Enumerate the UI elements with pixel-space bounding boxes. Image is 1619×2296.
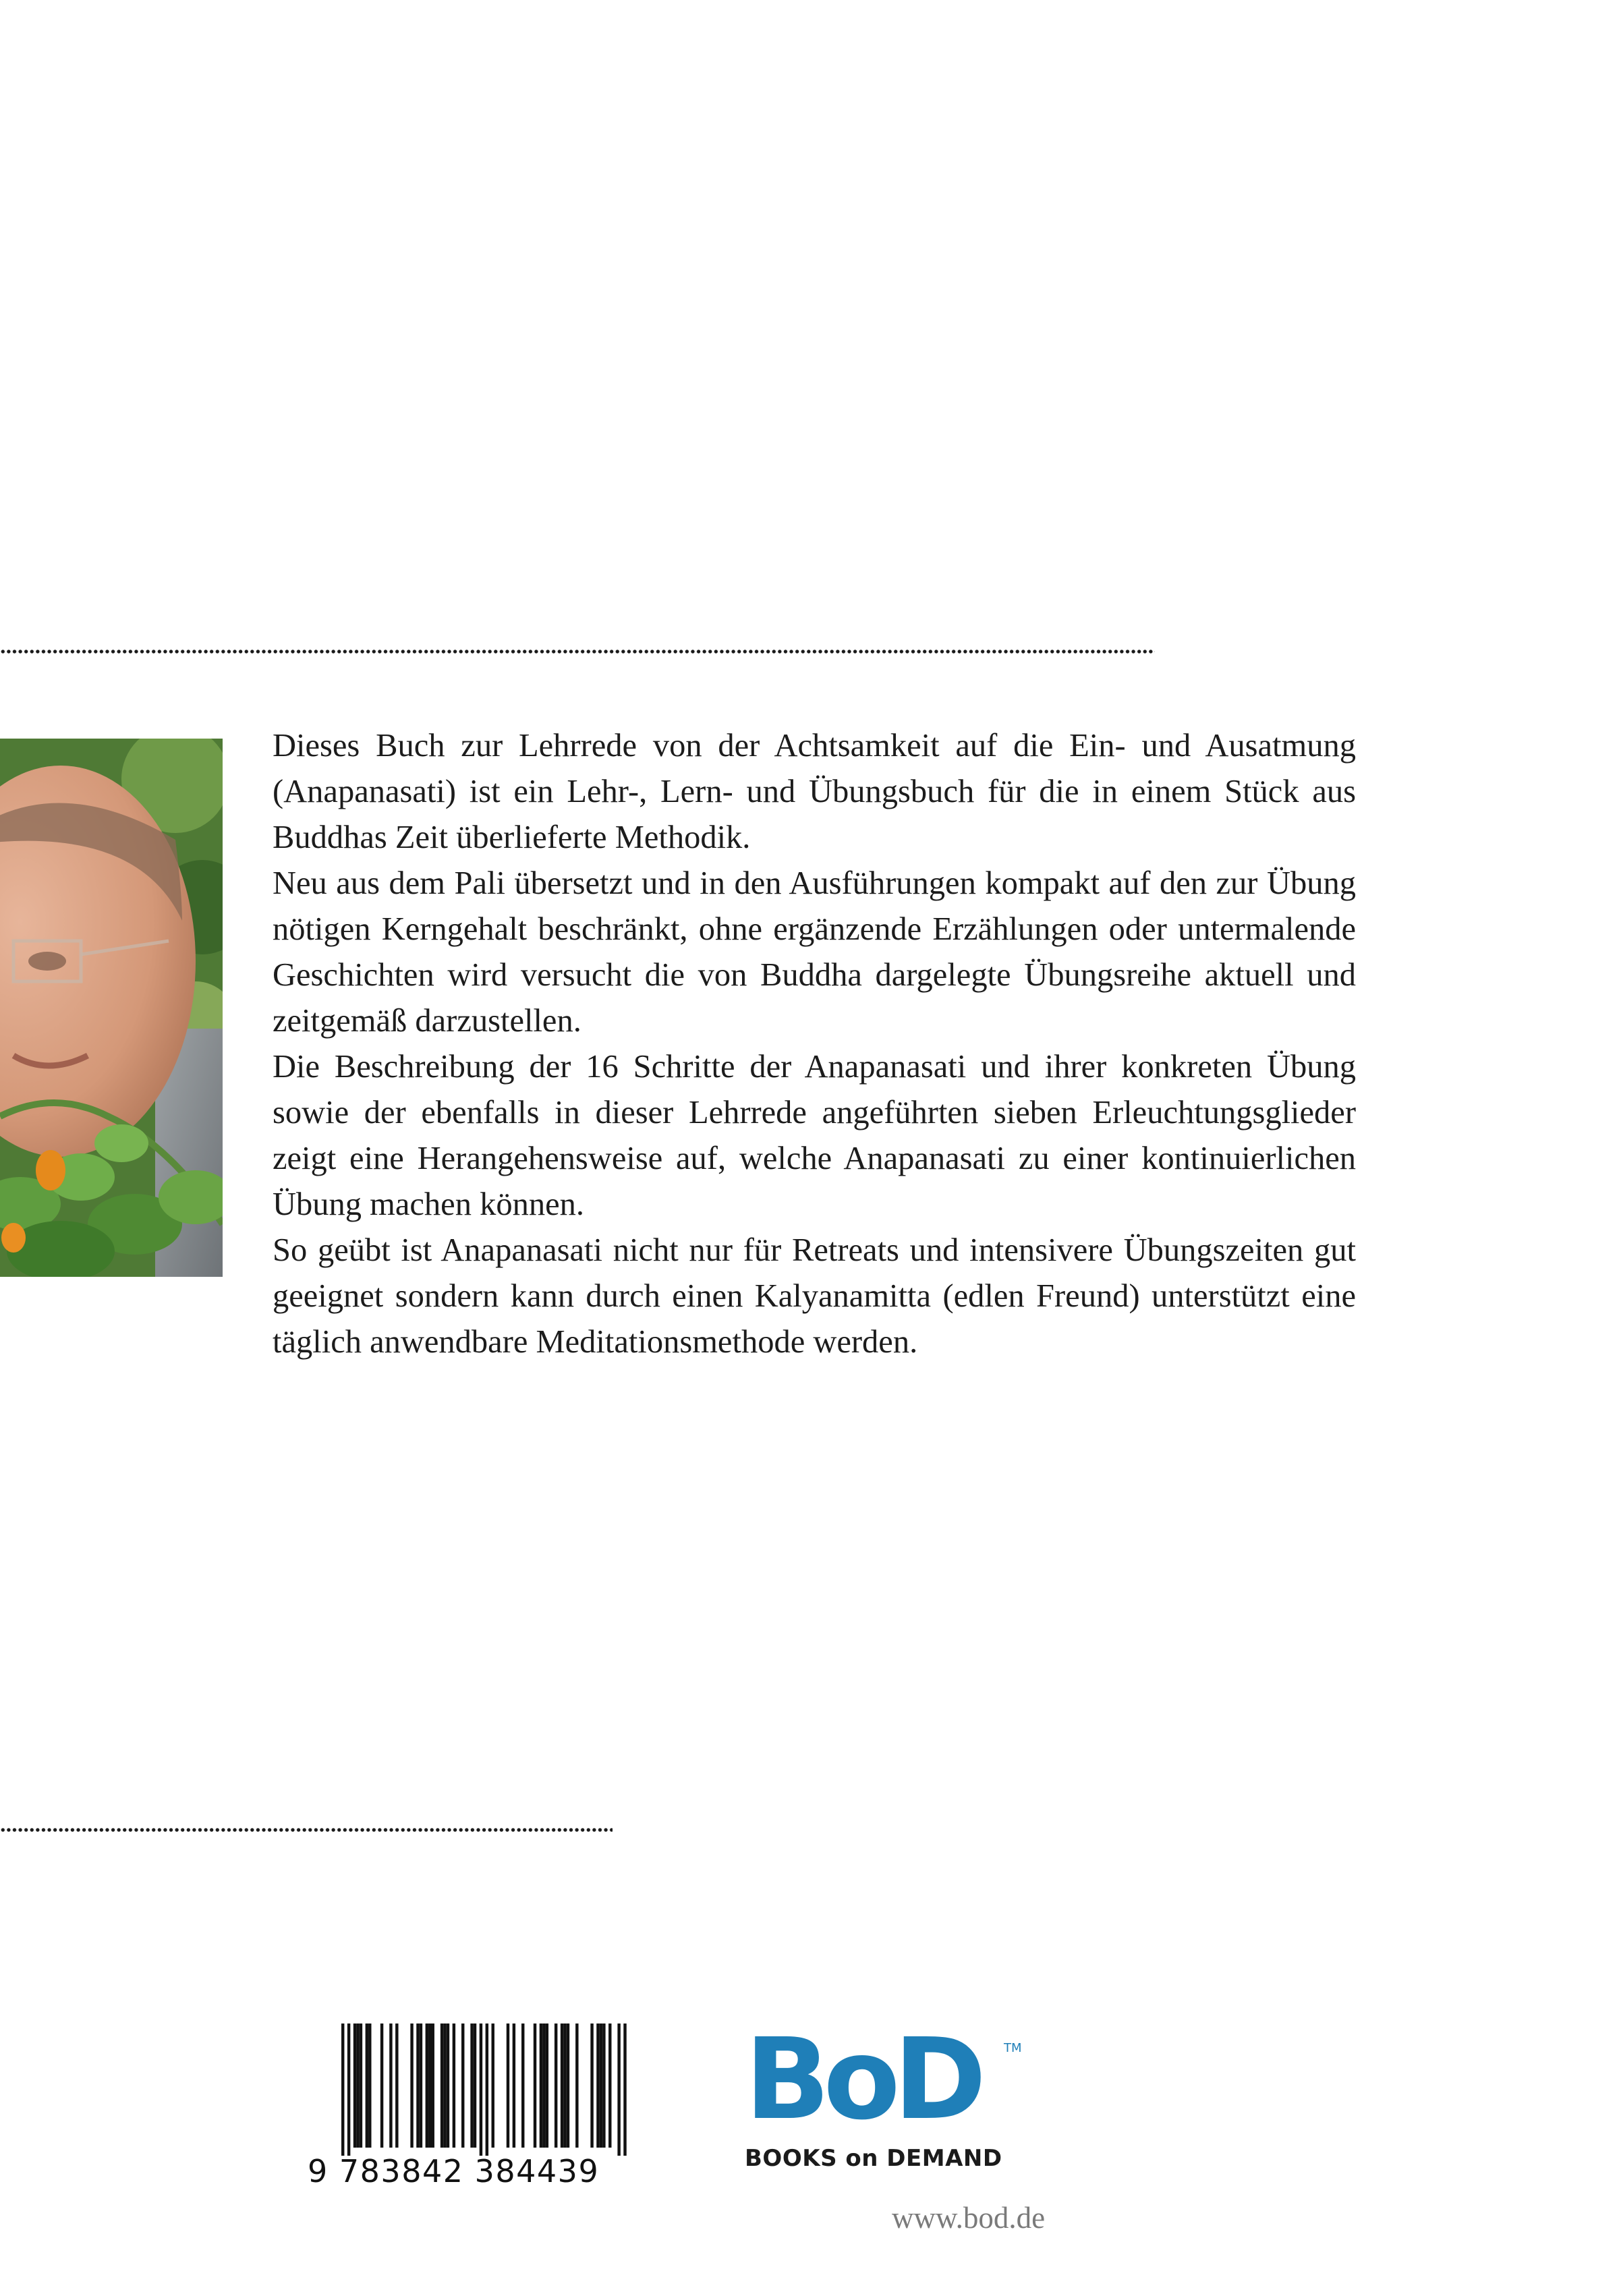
barcode-bar <box>575 2024 578 2148</box>
barcode-bar <box>443 2024 446 2148</box>
barcode-bar <box>416 2024 419 2148</box>
barcode-bar <box>542 2024 545 2148</box>
barcode-bar <box>567 2024 569 2148</box>
back-cover-blurb <box>273 723 1356 1365</box>
barcode-bar <box>534 2024 536 2148</box>
barcode-bar <box>453 2024 455 2148</box>
barcode-bar <box>623 2024 626 2156</box>
barcode-bar <box>341 2024 344 2156</box>
barcode-bar <box>410 2024 413 2148</box>
barcode-bar <box>461 2024 464 2148</box>
barcode-bar <box>561 2024 563 2148</box>
barcode-bar <box>617 2024 620 2156</box>
dotted-divider-bottom <box>0 1828 613 1832</box>
barcode-bar <box>353 2024 356 2148</box>
barcode-bar <box>563 2024 566 2148</box>
barcode-bar <box>426 2024 428 2148</box>
author-photo <box>0 739 223 1277</box>
barcode-bar <box>546 2024 548 2148</box>
barcode-bar <box>366 2024 368 2148</box>
barcode-bar <box>360 2024 362 2148</box>
barcode-bar <box>521 2024 524 2148</box>
isbn-digits: 9 783842 384439 <box>308 2153 600 2189</box>
barcode-bar <box>389 2024 392 2148</box>
barcode-bar <box>596 2024 599 2148</box>
blurb-paragraph-2: Neu aus dem Pali übersetzt und in den Ausführungen kompakt auf den zur Übung nötigen Kerngehalt beschränkt, ohne ergänzende Erzählungen oder untermalende Geschichten wird versucht die von Buddha dargelegte Übungsreihe aktuell und zeitgemäß darzustellen. <box>273 865 1356 1039</box>
barcode-bar <box>356 2024 359 2148</box>
isbn-barcode <box>308 2024 658 2192</box>
barcode-bar <box>395 2024 398 2148</box>
bod-logo <box>745 2034 1035 2122</box>
dotted-divider-top <box>0 650 1155 654</box>
barcode-bar <box>513 2024 515 2148</box>
bod-logo-text: BoD <box>745 2034 980 2122</box>
barcode-bar <box>474 2024 476 2148</box>
barcode-bar <box>368 2024 371 2148</box>
barcode-bar <box>600 2024 602 2148</box>
barcode-bar <box>602 2024 605 2148</box>
barcode-bar <box>420 2024 422 2148</box>
trademark-mark: TM <box>1004 2041 1022 2055</box>
bod-tagline: BOOKS on DEMAND <box>745 2145 1002 2172</box>
barcode-bar <box>380 2024 383 2148</box>
publisher-url: www.bod.de <box>892 2201 1046 2235</box>
barcode-bars <box>308 2024 658 2156</box>
blurb-paragraph-4: So geübt ist Anapanasati nicht nur für Retreats und intensivere Übungszeiten gut geeignet sondern kann durch einen Kalyanamitta (edlen Freund) unterstützt eine täglich anwendbare Meditationsmethode werden. <box>273 1232 1356 1360</box>
barcode-bar <box>447 2024 449 2148</box>
barcode-bar <box>432 2024 434 2148</box>
author-portrait-image <box>0 739 223 1277</box>
blurb-paragraph-3: Die Beschreibung der 16 Schritte der Anapanasati und ihrer konkreten Übung sowie der ebenfalls in dieser Lehrrede angeführten sieben Erleuchtungsglieder zeigt eine Herangehensweise auf, welche Anapanasati zu einer kontinuierlichen Übung machen können. <box>273 1049 1356 1222</box>
barcode-bar <box>347 2024 350 2156</box>
barcode-bar <box>480 2024 482 2156</box>
barcode-bar <box>441 2024 443 2148</box>
barcode-bar <box>507 2024 509 2148</box>
barcode-bar <box>555 2024 557 2148</box>
barcode-bar <box>492 2024 494 2148</box>
barcode-bar <box>470 2024 473 2148</box>
barcode-bar <box>590 2024 593 2148</box>
blurb-paragraph-1: Dieses Buch zur Lehrrede von der Achtsamkeit auf die Ein- und Ausatmung (Anapanasati) ist ein Lehr-, Lern- und Übungsbuch für die in einem Stück aus Buddhas Zeit überlieferte Methodik. <box>273 728 1356 855</box>
barcode-bar <box>540 2024 542 2148</box>
barcode-bar <box>608 2024 611 2148</box>
barcode-bar <box>428 2024 431 2148</box>
barcode-bar <box>486 2024 488 2156</box>
